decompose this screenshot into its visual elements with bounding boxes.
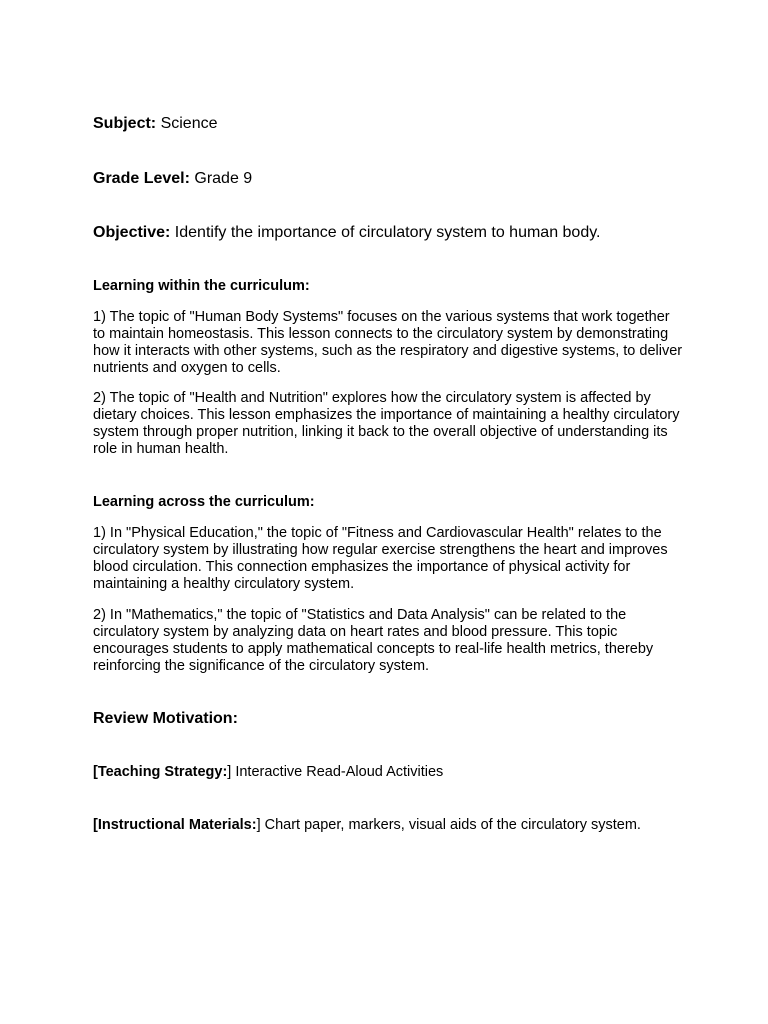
within-curriculum-item-2: 2) The topic of "Health and Nutrition" explores how the circulatory system is affected by dietary choices. This lesson emphasizes the importance of maintaining a healthy circulatory system through proper nutrition, linking it back to the overall objective of understanding its role in human health. bbox=[93, 390, 680, 457]
subject-label: Subject: bbox=[93, 115, 157, 132]
grade-level-label: Grade Level: bbox=[93, 170, 190, 187]
instructional-materials-value: ] Chart paper, markers, visual aids of the circulatory system. bbox=[256, 817, 641, 833]
objective-label: Objective: bbox=[93, 224, 171, 241]
teaching-strategy-value: ] Interactive Read-Aloud Activities bbox=[227, 764, 444, 780]
instructional-materials-label: [Instructional Materials: bbox=[93, 817, 257, 833]
grade-level-line bbox=[93, 170, 252, 188]
within-curriculum-heading: Learning within the curriculum: bbox=[93, 278, 310, 294]
across-curriculum-heading: Learning across the curriculum: bbox=[93, 494, 315, 510]
subject-value: Science bbox=[156, 115, 218, 132]
review-motivation-heading: Review Motivation: bbox=[93, 710, 238, 727]
objective-value: Identify the importance of circulatory system to human body. bbox=[170, 224, 601, 241]
objective-line bbox=[93, 224, 600, 242]
across-curriculum-item-1: 1) In "Physical Education," the topic of "Fitness and Cardiovascular Health" relates to the circulatory system by illustrating how regular exercise strengthens the heart and improves blood circulation. This connection emphasizes the importance of physical activity for maintaining a healthy circulatory system. bbox=[93, 525, 668, 592]
instructional-materials-line bbox=[93, 817, 653, 834]
across-curriculum-item-2: 2) In "Mathematics," the topic of "Statistics and Data Analysis" can be related to the circulatory system by analyzing data on heart rates and blood pressure. This topic encourages students to apply mathematical concepts to real-life health metrics, thereby reinforcing the significance of the circulatory system. bbox=[93, 607, 654, 674]
within-curriculum-item-1: 1) The topic of "Human Body Systems" focuses on the various systems that work together to maintain homeostasis. This lesson connects to the circulatory system by demonstrating how it interacts with other systems, such as the respiratory and digestive systems, to deliver nutrients and oxygen to cells. bbox=[93, 309, 683, 376]
subject-line bbox=[93, 115, 218, 133]
teaching-strategy-label: [Teaching Strategy: bbox=[93, 764, 228, 780]
teaching-strategy-line bbox=[93, 764, 443, 780]
grade-level-value: Grade 9 bbox=[189, 170, 253, 187]
